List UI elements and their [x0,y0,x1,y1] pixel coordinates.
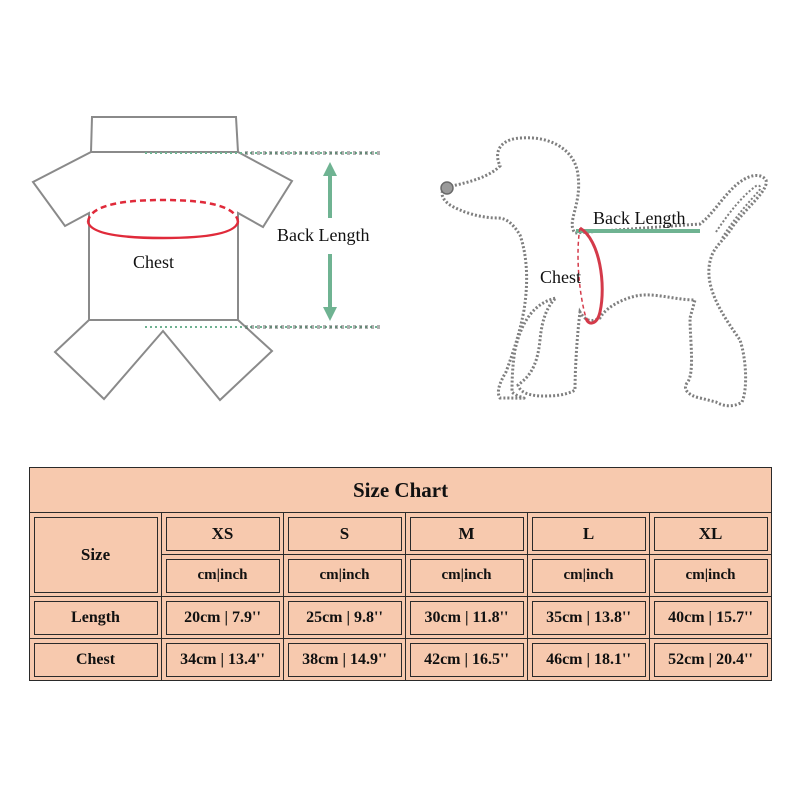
garment-body [33,152,292,320]
chest-value-s: 38cm | 14.9'' [284,639,406,681]
chest-value-m: 42cm | 16.5'' [406,639,528,681]
chest-value-xl: 52cm | 20.4'' [650,639,772,681]
size-col-l: L [528,513,650,555]
length-value-xs: 20cm | 7.9'' [162,597,284,639]
dog-chest-label: Chest [540,267,582,287]
row-label-chest: Chest [30,639,162,681]
chest-value-l: 46cm | 18.1'' [528,639,650,681]
size-col-xs: XS [162,513,284,555]
unit-cell: cm|inch [406,555,528,597]
back-length-arrow-down-head [323,307,337,321]
size-col-s: S [284,513,406,555]
size-col-xl: XL [650,513,772,555]
unit-cell: cm|inch [650,555,772,597]
unit-cell: cm|inch [162,555,284,597]
row-label-length: Length [30,597,162,639]
unit-cell: cm|inch [528,555,650,597]
unit-cell: cm|inch [284,555,406,597]
size-header-cell: Size [30,513,162,597]
length-value-s: 25cm | 9.8'' [284,597,406,639]
dog-nose-icon [441,182,453,194]
garment-back-length-label: Back Length [277,225,370,245]
garment-collar [91,117,238,152]
length-row [30,597,772,639]
garment-legs [55,320,272,400]
dog-back-length-label: Back Length [593,208,686,228]
chest-value-xs: 34cm | 13.4'' [162,639,284,681]
length-value-l: 35cm | 13.8'' [528,597,650,639]
size-header-row [30,513,772,555]
garment-chest-label: Chest [133,252,175,272]
size-chart-title-row [30,468,772,513]
length-value-m: 30cm | 11.8'' [406,597,528,639]
chest-row [30,639,772,681]
size-col-m: M [406,513,528,555]
size-chart-table [29,467,772,681]
clothing-diagram [33,117,380,400]
size-chart-title: Size Chart [30,468,772,513]
back-length-arrow-up-head [323,162,337,176]
dog-outline [442,138,766,406]
dog-diagram [441,138,766,406]
length-value-xl: 40cm | 15.7'' [650,597,772,639]
